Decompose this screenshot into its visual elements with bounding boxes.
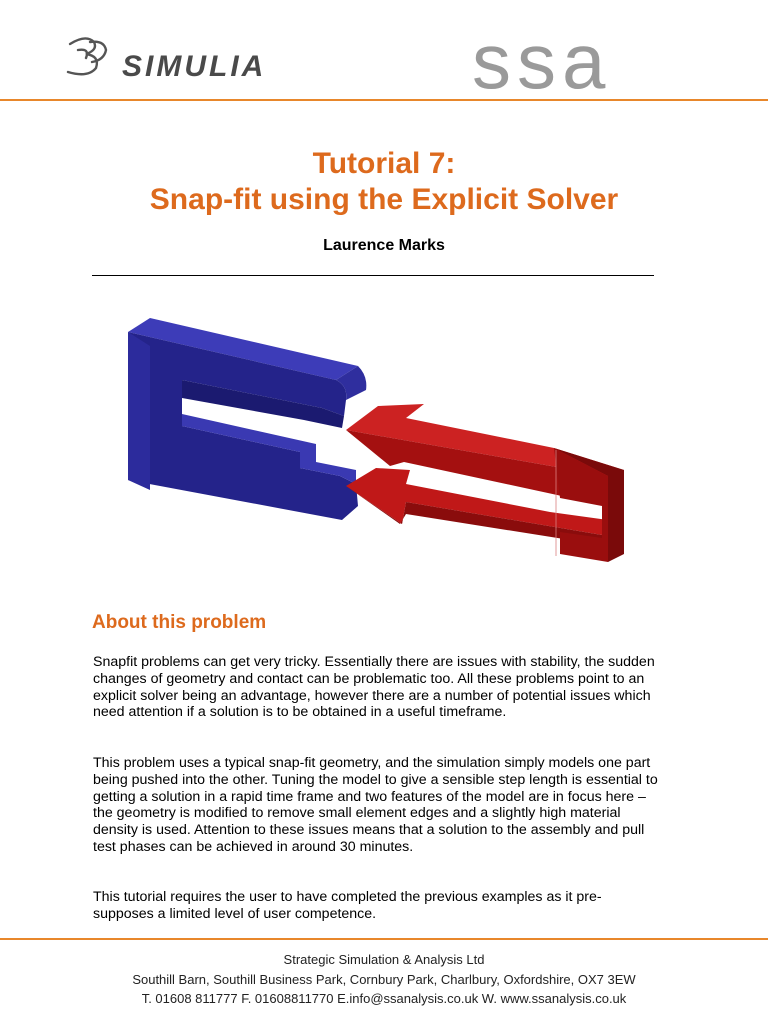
insert-part [346,404,624,562]
paragraph-prerequisites: This tutorial requires the user to have completed the previous examples as it pre-supposes a limited level of user competence. [93,889,602,922]
section-heading: About this problem [92,612,267,633]
author-name: Laurence Marks [323,237,445,254]
title-divider [92,275,654,276]
footer-address: Southill Barn, Southill Business Park, Cornbury Park, Charlbury, Oxfordshire, OX7 3EW [132,972,636,987]
footer-divider [0,938,768,940]
header-divider [0,99,768,101]
snap-fit-figure [120,310,640,580]
svg-text:ssa: ssa [472,30,612,94]
footer-company: Strategic Simulation & Analysis Ltd [283,952,485,967]
svg-text:SIMULIA: SIMULIA [122,50,267,83]
receiver-part [128,318,366,520]
ssa-logo [472,30,712,94]
paragraph-method: This problem uses a typical snap-fit geometry, and the simulation simply models one part being pushed into the other. Tuning the model to give a sensible step length is essential to getting a solution in a rapid time frame and two features of the model are in focus here – the geometry is modified to remove small element edges and a slightly high material density is used. Attention to these issues means that a solution to the assembly and pull test phases can be achieved in around 30 minutes. [93,755,658,855]
paragraph-intro: Snapfit problems can get very tricky. Essentially there are issues with stability, the sudden changes of geometry and contact can be problematic too. All these problems point to an explicit solver being an advantage, however there are a number of potential issues which need attention if a solution is to be obtained in a useful timeframe. [93,654,655,721]
page-header [0,0,768,100]
footer-contact: T. 01608 811777 F. 01608811770 E.info@ssanalysis.co.uk W. www.ssanalysis.co.uk [141,991,627,1006]
tutorial-number: Tutorial 7: [312,147,456,180]
page-title: Snap-fit using the Explicit Solver [149,183,619,216]
simulia-logo [60,30,320,86]
